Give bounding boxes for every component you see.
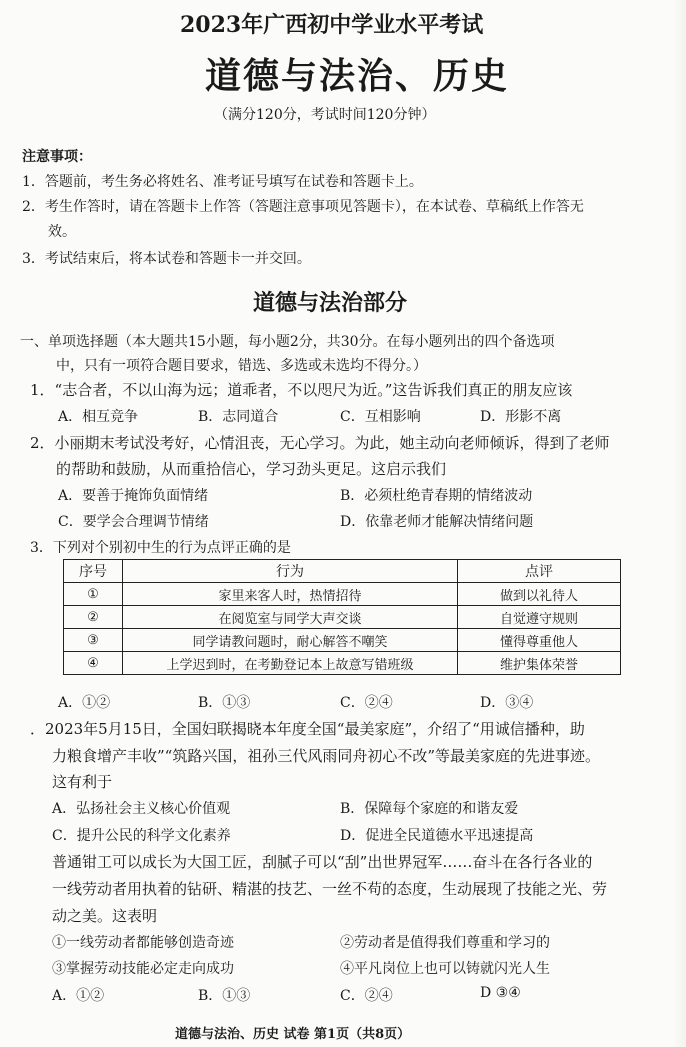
q5-stem-cont-1: 一线劳动者用执着的钻研、精湛的技艺、一丝不苟的态度，生动展现了技能之光、劳 bbox=[52, 880, 608, 898]
q2-stem-cont: 的帮助和鼓励，从而重拾信心，学习劲头更足。这启示我们 bbox=[56, 460, 447, 478]
q5-statement-1: ①一线劳动者都能够创造奇迹 bbox=[52, 935, 234, 951]
q5-statement-2: ②劳动者是值得我们尊重和学习的 bbox=[340, 935, 550, 951]
table-cell-behavior: 家里来客人时，热情招待 bbox=[123, 583, 458, 606]
q2-option-b: B．必须杜绝青春期的情绪波动 bbox=[340, 488, 533, 504]
exam-line: 2023年广西初中学业水平考试 bbox=[180, 12, 484, 38]
table-header-comment: 点评 bbox=[458, 560, 621, 583]
table-cell-comment: 懂得尊重他人 bbox=[458, 629, 621, 652]
part1-heading: 一、单项选择题（本大题共15小题，每小题2分，共30分。在每小题列出的四个备选项 bbox=[20, 334, 555, 350]
q4-stem-cont-2: 这有利于 bbox=[52, 773, 113, 791]
part1-heading-cont: 中，只有一项符合题目要求，错选、多选或未选均不得分。） bbox=[56, 358, 427, 374]
q4-stem-cont-1: 力粮食增产丰收”“筑路兴国，祖孙三代风雨同舟初心不改”等最美家庭的先进事迹。 bbox=[52, 747, 601, 765]
table-header-index: 序号 bbox=[64, 560, 123, 583]
table-cell-index: ③ bbox=[64, 629, 123, 652]
note-item-3: 3．考试结束后，将本试卷和答题卡一并交回。 bbox=[22, 251, 311, 267]
q3-evaluation-table bbox=[63, 559, 621, 675]
table-cell-comment: 做到以礼待人 bbox=[458, 583, 621, 606]
q2-option-d: D．依靠老师才能解决情绪问题 bbox=[340, 514, 534, 530]
table-cell-behavior: 同学请教问题时，耐心解答不嘲笑 bbox=[123, 629, 458, 652]
q1-stem: 1．“志合者，不以山海为远；道乖者，不以咫尺为近。”这告诉我们真正的朋友应该 bbox=[30, 381, 573, 399]
q2-option-a: A．要善于掩饰负面情绪 bbox=[58, 488, 209, 504]
q1-option-c: C．互相影响 bbox=[340, 409, 421, 425]
table-cell-index: ④ bbox=[64, 652, 123, 675]
table-cell-index: ② bbox=[64, 606, 123, 629]
q3-stem: 3．下列对个别初中生的行为点评正确的是 bbox=[30, 540, 291, 556]
q4-option-c: C．提升公民的科学文化素养 bbox=[52, 828, 231, 844]
page-footer: 道德与法治、历史 试卷 第1页（共8页） bbox=[175, 1027, 411, 1042]
score-time: （满分120分，考试时间120分钟） bbox=[214, 107, 436, 123]
q5-stem: 普通钳工可以成长为大国工匠，刮腻子可以“刮”出世界冠军……奋斗在各行各业的 bbox=[52, 853, 593, 871]
table-cell-index: ① bbox=[64, 583, 123, 606]
q2-option-c: C．要学会合理调节情绪 bbox=[58, 514, 209, 530]
table-row bbox=[64, 629, 621, 652]
q4-option-a: A．弘扬社会主义核心价值观 bbox=[52, 801, 231, 817]
q1-option-a: A．相互竞争 bbox=[58, 409, 139, 425]
q2-stem: 2．小丽期末考试没考好，心情沮丧，无心学习。为此，她主动向老师倾诉，得到了老师 bbox=[30, 434, 610, 452]
q4-option-b: B．保障每个家庭的和谐友爱 bbox=[340, 801, 519, 817]
q1-option-b: B．志同道合 bbox=[198, 409, 279, 425]
table-row bbox=[64, 606, 621, 629]
q1-option-d: D．形影不离 bbox=[480, 409, 562, 425]
table-header-row bbox=[64, 560, 621, 583]
q3-option-a: A．①② bbox=[58, 695, 111, 711]
notes-title: 注意事项： bbox=[22, 149, 92, 165]
q5-option-c: C．②④ bbox=[340, 988, 393, 1004]
note-item-1: 1．答题前，考生务必将姓名、准考证号填写在试卷和答题卡上。 bbox=[22, 174, 423, 190]
table-cell-comment: 维护集体荣誉 bbox=[458, 652, 621, 675]
q4-option-d: D．促进全民道德水平迅速提高 bbox=[340, 828, 534, 844]
table-header-behavior: 行为 bbox=[123, 560, 458, 583]
q5-statement-3: ③掌握劳动技能必定走向成功 bbox=[52, 961, 234, 977]
table-cell-behavior: 在阅览室与同学大声交谈 bbox=[123, 606, 458, 629]
q5-statement-4: ④平凡岗位上也可以铸就闪光人生 bbox=[340, 961, 550, 977]
q3-option-d: D．③④ bbox=[480, 695, 534, 711]
subject-title: 道德与法治、历史 bbox=[205, 55, 510, 97]
note-item-2-cont: 效。 bbox=[48, 224, 76, 240]
section-title: 道德与法治部分 bbox=[253, 290, 408, 316]
q5-option-a: A．①② bbox=[52, 988, 105, 1004]
page-edge-shadow bbox=[672, 0, 686, 1047]
table-cell-comment: 自觉遵守规则 bbox=[458, 606, 621, 629]
q4-stem: ．2023年5月15日，全国妇联揭晓本年度全国“最美家庭”，介绍了“用诚信播种，助 bbox=[30, 720, 585, 738]
table-cell-behavior: 上学迟到时，在考勤登记本上故意写错班级 bbox=[123, 652, 458, 675]
q5-option-d: D ③④ bbox=[480, 985, 521, 1001]
q5-stem-cont-2: 动之美。这表明 bbox=[52, 907, 158, 925]
q3-option-b: B．①③ bbox=[198, 695, 251, 711]
table-row bbox=[64, 583, 621, 606]
q5-option-b: B．①③ bbox=[198, 988, 251, 1004]
table-row bbox=[64, 652, 621, 675]
note-item-2: 2．考生作答时，请在答题卡上作答（答题注意事项见答题卡），在本试卷、草稿纸上作答无 bbox=[22, 199, 584, 215]
q3-option-c: C．②④ bbox=[340, 695, 393, 711]
